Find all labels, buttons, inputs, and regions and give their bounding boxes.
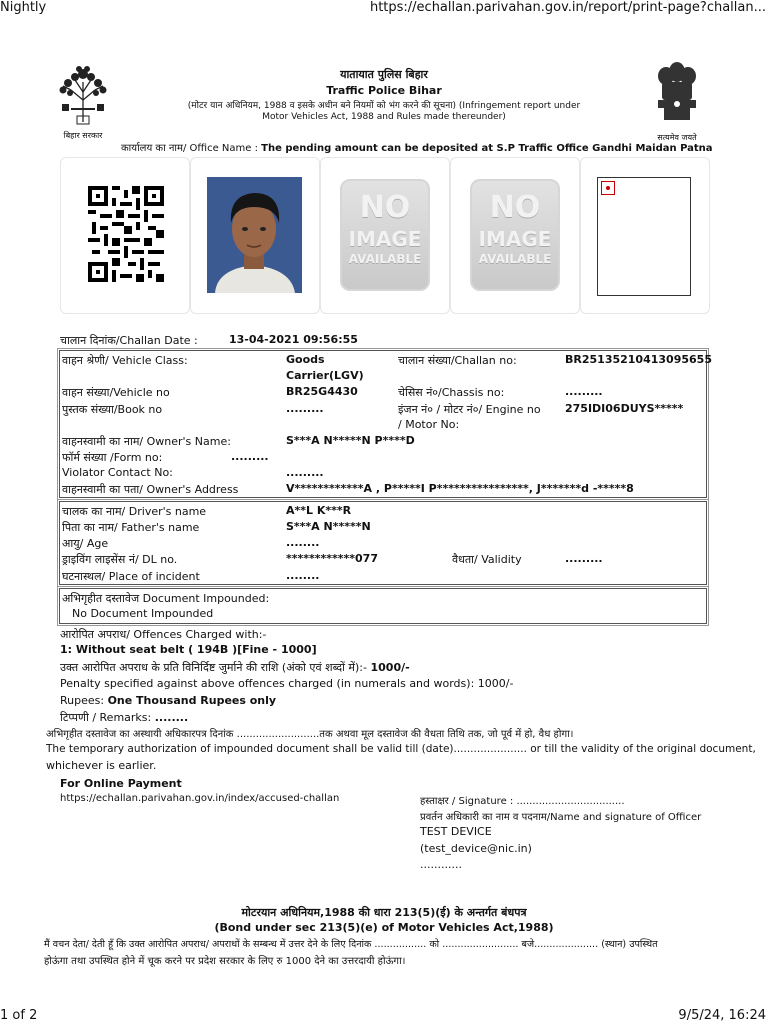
validity-value: ......... bbox=[565, 552, 603, 565]
vehicle-no-value: BR25G4430 bbox=[286, 385, 358, 398]
subtitle-line-1: (मोटर यान अधिनियम, 1988 व इसके अधीन बने नियमों को भंग करने की सूचना) (Infringement report under bbox=[187, 101, 581, 111]
officer-email: (test_device@nic.in) bbox=[420, 842, 532, 855]
dl-no-value: ************077 bbox=[286, 552, 378, 565]
place-value: ........ bbox=[286, 569, 320, 582]
offence-item: 1: Without seat belt ( 194B )[Fine - 1000] bbox=[60, 643, 317, 656]
age-label: आयु/ Age bbox=[62, 537, 109, 550]
remarks-line: टिप्पणी / Remarks: ........ bbox=[60, 711, 189, 724]
owner-address-label: वाहनस्वामी का पता/ Owner's Address bbox=[62, 483, 239, 496]
challan-date-label: चालान दिनांक/Challan Date : bbox=[60, 334, 198, 347]
challan-no-label: चालान संख्या/Challan no: bbox=[398, 354, 517, 367]
driver-name-label: चालक का नाम/ Driver's name bbox=[62, 505, 207, 518]
chassis-value: ......... bbox=[565, 385, 603, 398]
owner-name-label: वाहनस्वामी का नाम/ Owner's Name: bbox=[62, 435, 231, 448]
rupees-line: Rupees: One Thousand Rupees only bbox=[60, 694, 277, 707]
signature-line: हस्ताक्षर / Signature : .................................. bbox=[420, 796, 625, 807]
impounded-value: No Document Impounded bbox=[72, 607, 214, 620]
office-value: The pending amount can be deposited at S.P Traffic Office Gandhi Maidan Patna bbox=[261, 143, 713, 154]
print-datetime: 9/5/24, 16:24 bbox=[678, 1008, 766, 1023]
penalty-hindi: उक्त आरोपित अपराध के प्रति विनिर्दिष्ट जुर्माने की राशि (अंको एवं शब्दों में):- 1000/- bbox=[60, 661, 410, 674]
book-no-value: ......... bbox=[286, 402, 324, 415]
book-no-label: पुस्तक संख्या/Book no bbox=[62, 403, 163, 416]
validity-label: वैधता/ Validity bbox=[452, 553, 522, 566]
vehicle-class-value-2: Carrier(LGV) bbox=[286, 369, 364, 382]
violator-contact-label: Violator Contact No: bbox=[62, 466, 173, 479]
age-value: ........ bbox=[286, 536, 320, 549]
challan-no-value: BR25135210413095655 bbox=[565, 353, 712, 366]
national-emblem-logo bbox=[652, 60, 702, 140]
bond-title-hindi: मोटरयान अधिनियम,1988 की धारा 213(5)(ई) के अन्तर्गत बंधपत्र bbox=[241, 906, 527, 919]
dl-no-label: ड्राइविंग लाइसेंस नं/ DL no. bbox=[62, 553, 178, 566]
driver-name-value: A**L K***R bbox=[286, 504, 352, 517]
broken-image-icon bbox=[601, 181, 615, 195]
browser-tab-label: Nightly bbox=[0, 0, 47, 15]
form-no-value: ......... bbox=[231, 450, 269, 463]
online-payment-link[interactable]: https://echallan.parivahan.gov.in/index/accused-challan bbox=[60, 793, 340, 804]
bond-title-english: (Bond under sec 213(5)(e) of Motor Vehicles Act,1988) bbox=[214, 921, 554, 934]
vehicle-image-card-1 bbox=[320, 157, 450, 314]
online-payment-heading: For Online Payment bbox=[60, 777, 182, 790]
engine-value: 275IDI06DUYS***** bbox=[565, 402, 684, 415]
page-url[interactable]: https://echallan.parivahan.gov.in/report/print-page?challan... bbox=[369, 0, 766, 15]
no-image-placeholder: NO IMAGE AVAILABLE bbox=[470, 179, 560, 291]
penalty-hindi-value: 1000/- bbox=[370, 661, 410, 674]
challan-date-value: 13-04-2021 09:56:55 bbox=[229, 333, 358, 346]
officer-name: TEST DEVICE bbox=[420, 825, 492, 838]
engine-label-2: / Motor No: bbox=[398, 418, 460, 431]
qr-code-icon bbox=[88, 186, 164, 282]
place-label: घटनास्थल/ Place of incident bbox=[62, 570, 200, 583]
form-no-label: फॉर्म संख्या /Form no: bbox=[62, 451, 163, 464]
owner-name-value: S***A N*****N P****D bbox=[286, 434, 415, 447]
subtitle-line-2: Motor Vehicles Act, 1988 and Rules made thereunder) bbox=[262, 112, 506, 122]
vehicle-class-value-1: Goods bbox=[286, 353, 325, 366]
engine-label-1: इंजन नं० / मोटर नं०/ Engine no bbox=[398, 403, 541, 416]
bond-text-2: होऊंगा तथा उपस्थित होने में चूक करने पर प्रदेश सरकार के लिए रु 1000 देने का उत्तरदायी होऊंगा। bbox=[44, 956, 406, 967]
penalty-english: Penalty specified against above offences charged (in numerals and words): 1000/- bbox=[60, 677, 514, 690]
page-indicator: 1 of 2 bbox=[0, 1008, 38, 1023]
office-name bbox=[121, 140, 713, 154]
temp-auth-english-2: whichever is earlier. bbox=[46, 759, 157, 772]
bihar-sarkar-caption: बिहार सरकार bbox=[63, 131, 103, 140]
driver-photo bbox=[207, 177, 302, 293]
signature-image-card bbox=[580, 157, 710, 314]
no-image-placeholder: NO IMAGE AVAILABLE bbox=[340, 179, 430, 291]
vehicle-no-label: वाहन संख्या/Vehicle no bbox=[62, 386, 170, 399]
satyamev-jayate-caption: सत्यमेव जयते bbox=[657, 133, 697, 142]
qr-code-card bbox=[60, 157, 190, 314]
temp-auth-english-1: The temporary authorization of impounded document shall be valid till (date)...................... or till the validity of the original document, bbox=[46, 743, 756, 755]
owner-address-value: V************A , P*****I P****************, J*******d -*****8 bbox=[286, 482, 634, 495]
bond-text-1: मैं वचन देता/ देती हूँ कि उक्त आरोपित अपराध/ अपराधों के सम्बन्ध में उत्तर देने के लिए दिनांक ................. को ......................... बजे..................... (स्थान) उपस्थित bbox=[44, 939, 658, 950]
offences-heading: आरोपित अपराध/ Offences Charged with:- bbox=[60, 628, 267, 641]
title-hindi: यातायात पुलिस बिहार bbox=[340, 68, 428, 81]
vehicle-class-label: वाहन श्रेणी/ Vehicle Class: bbox=[62, 354, 188, 367]
rupees-value: One Thousand Rupees only bbox=[107, 694, 277, 707]
signature-image-frame bbox=[597, 177, 691, 296]
vehicle-image-card-2 bbox=[450, 157, 580, 314]
remarks-value: ........ bbox=[154, 711, 189, 724]
temp-auth-hindi: अभिगृहीत दस्तावेज का अस्थायी अधिकारपत्र दिनांक ..........................तक अथवा मूल दस्तावेज की वैधता तिथि तक, जो पूर्व में हो, वैध होगा। bbox=[46, 729, 574, 740]
father-name-label: पिता का नाम/ Father's name bbox=[62, 521, 200, 534]
office-label: कार्यालय का नाम/ Office Name : bbox=[121, 143, 258, 154]
violator-contact-value: ......... bbox=[286, 466, 324, 479]
impounded-label: अभिगृहीत दस्तावेज Document Impounded: bbox=[62, 592, 270, 605]
chassis-label: चेसिस नं०/Chassis no: bbox=[398, 386, 505, 399]
officer-label: प्रवर्तन अधिकारी का नाम व पदनाम/Name and signature of Officer bbox=[420, 812, 702, 823]
bihar-emblem-logo bbox=[57, 60, 109, 140]
father-name-value: S***A N*****N bbox=[286, 520, 371, 533]
driver-photo-card bbox=[190, 157, 320, 314]
title-english: Traffic Police Bihar bbox=[326, 84, 442, 97]
officer-extra: ............ bbox=[420, 858, 462, 871]
